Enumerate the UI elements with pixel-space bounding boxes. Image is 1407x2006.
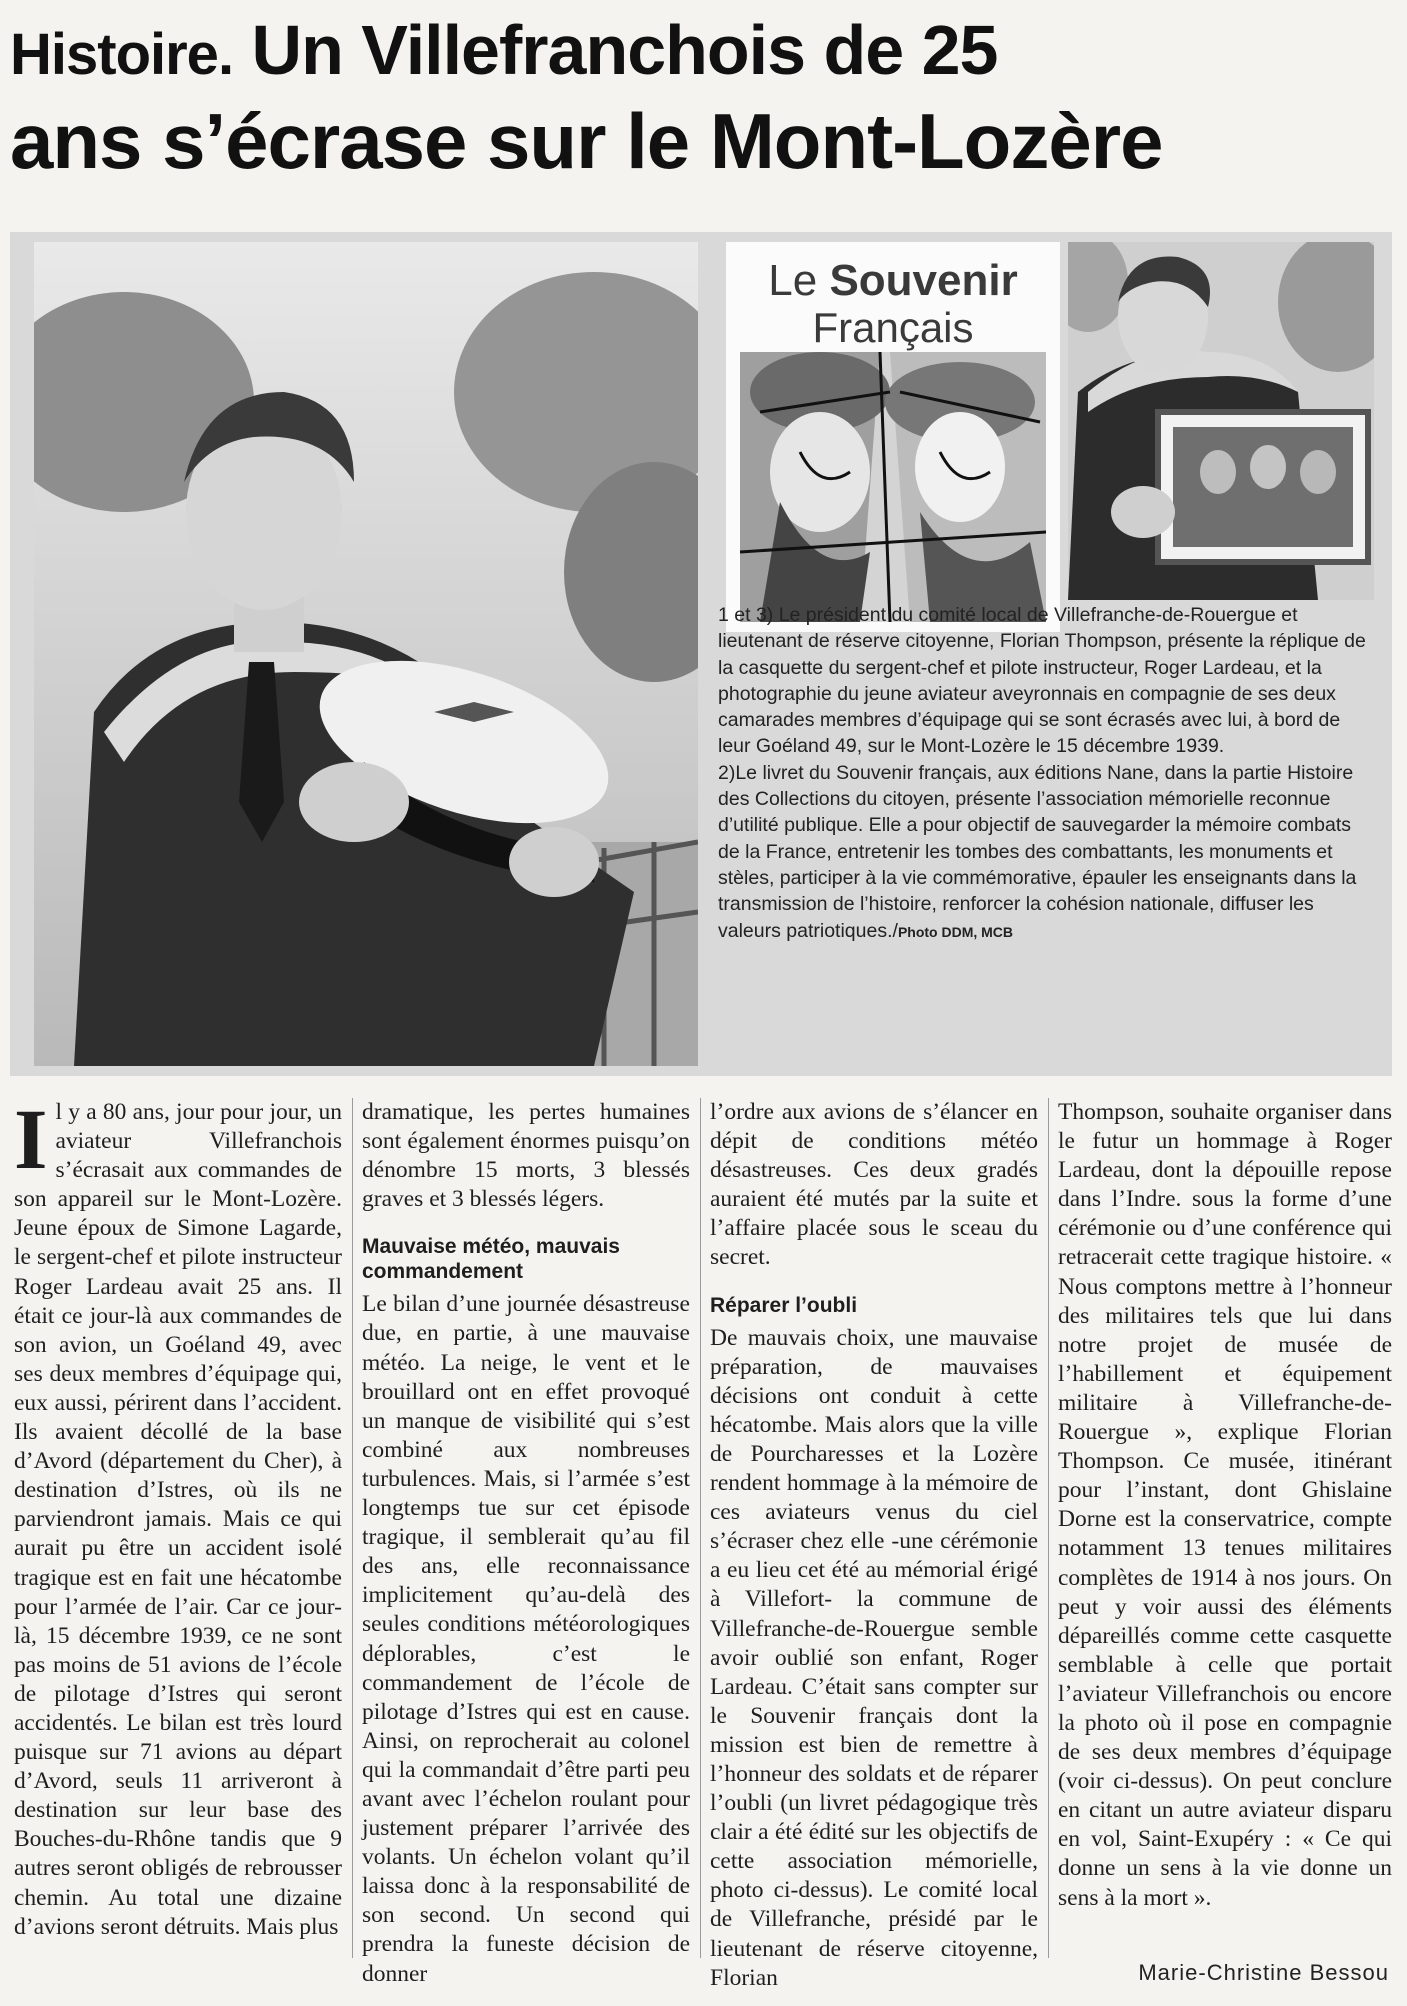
column-2-text-b: Le bilan d’une journée désastreuse due, en partie, à une mauvaise météo. La neige, le vent et le brouillard ont en effet provoqué un manque de visibilité qui s’est combiné aux nombreuses turbulences. Mais, si l’armée s’est longtemps tue sur cet épisode tragique, il semblerait qu’au fil des ans, elle reconnaissance implicitement qu’au-delà des seules conditions météorologiques déplorables, c’est le commandement de l’école de pilotage d’Istres qui est en cause. Ainsi, on reprocherait au colonel qui la commandait d’être parti peu avant avec l’échelon roulant pour justement préparer l’arrivée des volants. Un échelon volant qu’il laissa donc à la responsabilité de son second. Un second qui prendra la funeste décision de donner [362, 1291, 690, 1987]
main-photo-image [34, 242, 698, 1066]
headline-kicker: Histoire. [10, 22, 234, 87]
column-3-text-b: De mauvais choix, une mauvaise préparation, de mauvaises décisions ont conduit à cette hécatombe. Mais alors que la ville de Pourcharesses et la Lozère rendent hommage à la mémoire de ces aviateurs venus du ciel s’écraser chez elle -une cérémonie a eu lieu cet été au mémorial érigé à Villefort- la commune de Villefranche-de-Rouergue semble avoir oublié son enfant, Roger Lardeau. C’était sans compter sur le Souvenir français dont la mission est bien de remettre à l’honneur des soldats et de réparer l’oubli (un livret pédagogique très clair a été édité sur les objectifs de cette association mémorielle, photo ci-dessus). Le comité local de Villefranche, présidé par le lieutenant de réserve citoyenne, Florian [710, 1324, 1038, 1991]
caption-paragraph-2 [718, 760, 1378, 945]
framed-photo [1068, 242, 1374, 600]
headline [10, 8, 1390, 185]
caption-paragraph-2-text: 2)Le livret du Souvenir français, aux éditions Nane, dans la partie Histoire des Collections du citoyen, présente l’association mémorielle reconnue d’utilité publique. Elle a pour objectif de sauvegarder la mémoire combats de la France, entretenir les tombes des combattants, les monuments et stèles, participer à la vie commémorative, épauler les enseignants dans la transmission de l’histoire, renforcer la cohésion nationale, diffuser les valeurs patriotiques./ [718, 761, 1357, 942]
column-divider-2 [700, 1098, 701, 1958]
author-byline: Marie-Christine Bessou [1138, 1960, 1389, 1985]
subheading-repair-oblivion: Réparer l’oubli [710, 1293, 858, 1317]
headline-line2: ans s’écrase sur le Mont-Lozère [10, 97, 1163, 185]
booklet-title-le: Le [768, 256, 818, 305]
column-3-text-a: l’ordre aux avions de s’élancer en dépit de conditions météo désastreuses. Ces deux gradés auraient été mutés par la suite et l’affaire placée sous le sceau du secret. [710, 1099, 1038, 1271]
booklet-title-souvenir: Souvenir [829, 256, 1018, 305]
article-column-3 [710, 1098, 1038, 1991]
column-2-text-a: dramatique, les pertes humaines sont également énormes puisqu’on dénombre 15 morts, 3 blessés graves et 3 blessés légers. [362, 1099, 690, 1213]
framed-photo-image [1068, 242, 1374, 600]
article-column-2 [362, 1098, 690, 1987]
booklet-title [726, 256, 1060, 350]
column-divider-1 [352, 1098, 353, 1958]
drop-cap: I [14, 1091, 48, 1187]
photo-credit: Photo DDM, MCB [897, 923, 1014, 940]
photo-band [10, 232, 1392, 1076]
headline-line1: Un Villefranchois de 25 [251, 11, 998, 89]
main-photo [34, 242, 698, 1066]
photo-caption [718, 602, 1378, 945]
column-1-text: l y a 80 ans, jour pour jour, un aviateur Villefranchois s’écrasait aux commandes de son appareil sur le Mont-Lozère. Jeune époux de Simone Lagarde, le sergent-chef et pilote instructeur Roger Lardeau avait 25 ans. Il était ce jour-là aux commandes de son avion, un Goéland 49, avec ses deux membres d’équipage qui, eux aussi, périrent dans l’accident. Ils avaient décollé de la base d’Avord (département du Cher), à destination d’Istres, où ils ne parviendront jamais. Mais ce qui aurait pu être un accident isolé tragique est en fait une hécatombe pour l’armée de l’air. Car ce jour-là, 15 décembre 1939, ce ne sont pas moins de 51 avions de l’école de pilotage d’Istres qui seront accidentés. Le bilan est très lourd puisque sur 71 avions au départ d’Avord, seuls 11 arriveront à destination sur leur base des Bouches-du-Rhône tandis que 9 autres seront obligés de rebrousser chemin. Au total une dizaine d’avions seront détruits. Mais plus [14, 1099, 342, 1940]
column-4-text: Thompson, souhaite organiser dans le futur un hommage à Roger Lardeau, dont la dépouille repose dans l’Indre. sous la forme d’une cérémonie ou d’une conférence qui retracerait cette tragique histoire. « Nous comptons mettre à l’honneur des militaires tels que lui dans notre projet de musée de l’habillement et équipement militaire à Villefranche-de-Rouergue », explique Florian Thompson. Ce musée, itinérant pour l’instant, dont Ghislaine Dorne est la conservatrice, compte notamment 13 tenues militaires complètes de 1914 à nos jours. On peut y voir aussi des éléments dépareillés comme cette casquette semblable à celle que portait l’aviateur Villefranchois ou encore la photo où il pose en compagnie de ses deux membres d’équipage (voir ci-dessus). On peut conclure en citant un autre aviateur disparu en vol, Saint-Exupéry : « Ce qui donne un sens à la vie donne un sens à la mort ». [1058, 1099, 1392, 1911]
article-column-1 [14, 1091, 342, 1968]
article-column-4 [1058, 1098, 1392, 1968]
caption-paragraph-1: 1 et 3) Le président du comité local de Villefranche-de-Rouergue et lieutenant de réserve citoyenne, Florian Thompson, présente la réplique de la casquette du sergent-chef et pilote instructeur, Roger Lardeau, et la photographie du jeune aviateur aveyronnais en compagnie de ses deux camarades membres d’équipage qui se sont écrasés avec lui, à bord de leur Goéland 49, sur le Mont-Lozère le 15 décembre 1939. [718, 604, 1366, 758]
booklet-illustration [740, 352, 1046, 622]
column-divider-3 [1048, 1098, 1049, 1958]
subheading-bad-weather: Mauvaise météo, mauvais commandement [362, 1235, 620, 1284]
booklet-title-francais: Français [812, 304, 974, 351]
booklet-photo [726, 242, 1060, 632]
